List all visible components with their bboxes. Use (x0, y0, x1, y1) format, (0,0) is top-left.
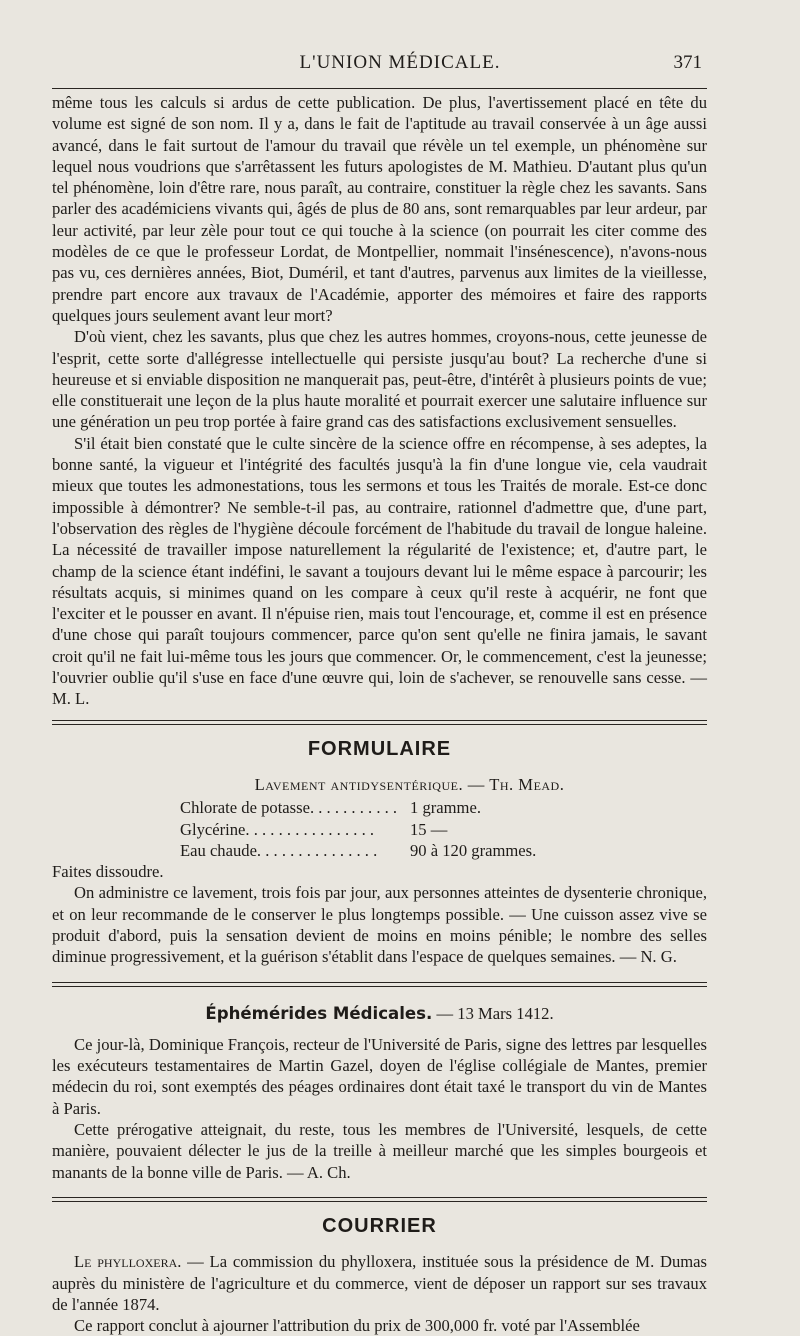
page-body (52, 92, 707, 1336)
formulaire-text: On administre ce lavement, trois fois par jour, aux personnes atteintes de dysenterie chronique, et on leur recommande de le conserver le plus longtemps possible. — Une cuisson assez vive se produit d'abord, puis la sensation devient de moins en moins pénible; le nombre des selles diminue progressivement, et la guérison s'établit dans l'espace de quelques semaines. — N. G. (52, 883, 707, 967)
ingredient-list (180, 797, 707, 861)
courrier-lead: Le phylloxera. (74, 1252, 182, 1272)
page-number: 371 (673, 52, 702, 73)
section-divider (52, 1197, 707, 1202)
recipe-instruction: Faites dissoudre. (52, 862, 164, 882)
section-divider (52, 982, 707, 987)
courrier-heading: COURRIER (322, 1214, 437, 1237)
ingredient-name: Glycérine. . . . . . . . . . . . . . . . (180, 819, 375, 839)
ephemerides-paragraph: Ce jour-là, Dominique François, recteur de l'Université de Paris, signe des lettres par lesquelles les exécuteurs testamentaires de Martin Gazel, doyen de l'église collégiale de Mantes, premier médecin du roi, sont exemptés des péages ordinaires dont était taxé le transport du vin de Mantes à Paris. (52, 1034, 707, 1118)
recipe-title: Lavement antidysentérique. — Th. Mead. (254, 774, 565, 794)
courrier-paragraph: Ce rapport conclut à ajourner l'attribution du prix de 300,000 fr. voté par l'Assemblée (74, 1316, 640, 1336)
article-paragraph: D'où vient, chez les savants, plus que chez les autres hommes, croyons-nous, cette jeunesse de l'esprit, cette sorte d'allégresse intellectuelle qui persiste jusqu'au bout? La recherche d'une si heureuse et si enviable disposition ne manquerait pas, peut-être, d'intérêt à plusieurs points de vue; elle constituerait une leçon de la plus haute moralité et pourrait exercer une salutaire influence sur une génération un peu trop portée à faire grand cas des satisfactions exclusivement sensuelles. (52, 327, 707, 432)
ingredient-row (180, 819, 707, 840)
article-paragraph: S'il était bien constaté que le culte sincère de la science offre en récompense, à ses adeptes, la bonne santé, la vigueur et l'intégrité des facultés jusqu'à la fin d'une longue vie, cela vaudrait mieux que toutes les admonestations, tous les sermons et tous les Traités de morale. Est-ce donc impossible à démontrer? Ne semble-t-il pas, au contraire, rationnel d'admettre que, d'une part, l'observation des règles de l'hygiène découle forcément de l'habitude du travail de longue haleine. La nécessité de travailler impose naturellement la régularité de l'existence; et, d'autre part, le champ de la science étant indéfini, le savant a toujours devant lui le même espace à parcourir; les résultats acquis, si minimes quand on les compare à ceux qu'il reste à acquérir, ne font que l'exciter et le pousser en avant. Il n'épuise rien, mais tout l'encourage, et, comme il est en présence d'une chose qui paraît toujours commencer, parce qu'on sent qu'elle ne finira jamais, le savant croit qu'il ne fait lui-même tous les jours que commencer. Or, le commencement, c'est la jeunesse; l'ouvrier oublie qu'il s'use en face d'une œuvre qui, loin de s'achever, se renouvelle sans cesse. — M. L. (52, 433, 707, 709)
ingredient-quantity: 1 gramme. (410, 798, 481, 818)
ingredient-row (180, 797, 707, 818)
ingredient-quantity: 90 à 120 grammes. (410, 840, 537, 860)
section-divider (52, 720, 707, 725)
page-header (0, 52, 800, 86)
running-title: L'UNION MÉDICALE. (299, 52, 501, 73)
formulaire-heading: FORMULAIRE (307, 737, 452, 760)
ingredient-name: Eau chaude. . . . . . . . . . . . . . . (180, 840, 378, 860)
ingredient-quantity: 15 — (410, 819, 448, 839)
ephemerides-heading-date: — 13 Mars 1412. (436, 1003, 554, 1023)
ephemerides-heading-title: Éphémérides Médicales. (205, 1003, 433, 1023)
ingredient-name: Chlorate de potasse. . . . . . . . . . . (180, 798, 398, 818)
courrier-text: — La commission du phylloxera, instituée sous la présidence de M. Dumas auprès du ministère de l'agriculture et du commerce, vient de déposer un rapport sur ses travaux de l'année 1874. (52, 1252, 708, 1314)
ingredient-row (180, 840, 707, 861)
ephemerides-heading (52, 1003, 707, 1024)
article-paragraph: même tous les calculs si ardus de cette publication. De plus, l'avertissement placé en tête du volume est signé de son nom. Il y a, dans le fait de l'aptitude au travail conservée à un âge aussi avancé, dans le fait surtout de l'amour du travail que révèle un tel exemple, un phénomène sur lequel nous voudrions que s'arrêtassent les futurs apologistes de M. Mathieu. D'autant plus qu'un tel phénomène, loin d'être rare, nous paraît, au contraire, constituer la règle chez les savants. Sans parler des académiciens vivants qui, âgés de plus de 80 ans, sont remarquables par leur ardeur, par leur activité, par leur zèle pour tout ce qui touche à la science (on pourrait les citer comme des modèles de ce que le professeur Lordat, de Montpellier, nommait l'insénescence), n'avons-nous pas vu, ces dernières années, Biot, Duméril, et tant d'autres, parvenus aux limites de la vieillesse, prendre part encore aux travaux de l'Académie, apporter des mémoires et faire des rapports quelques jours seulement avant leur mort? (52, 93, 707, 325)
courrier-paragraph (52, 1251, 707, 1315)
header-rule (52, 88, 707, 89)
ephemerides-paragraph: Cette prérogative atteignait, du reste, tous les membres de l'Université, lesquels, de cette manière, pouvaient délecter le jus de la treille à meilleur marché que les simples bourgeois et manants de la bonne ville de Paris. — A. Ch. (52, 1120, 707, 1182)
